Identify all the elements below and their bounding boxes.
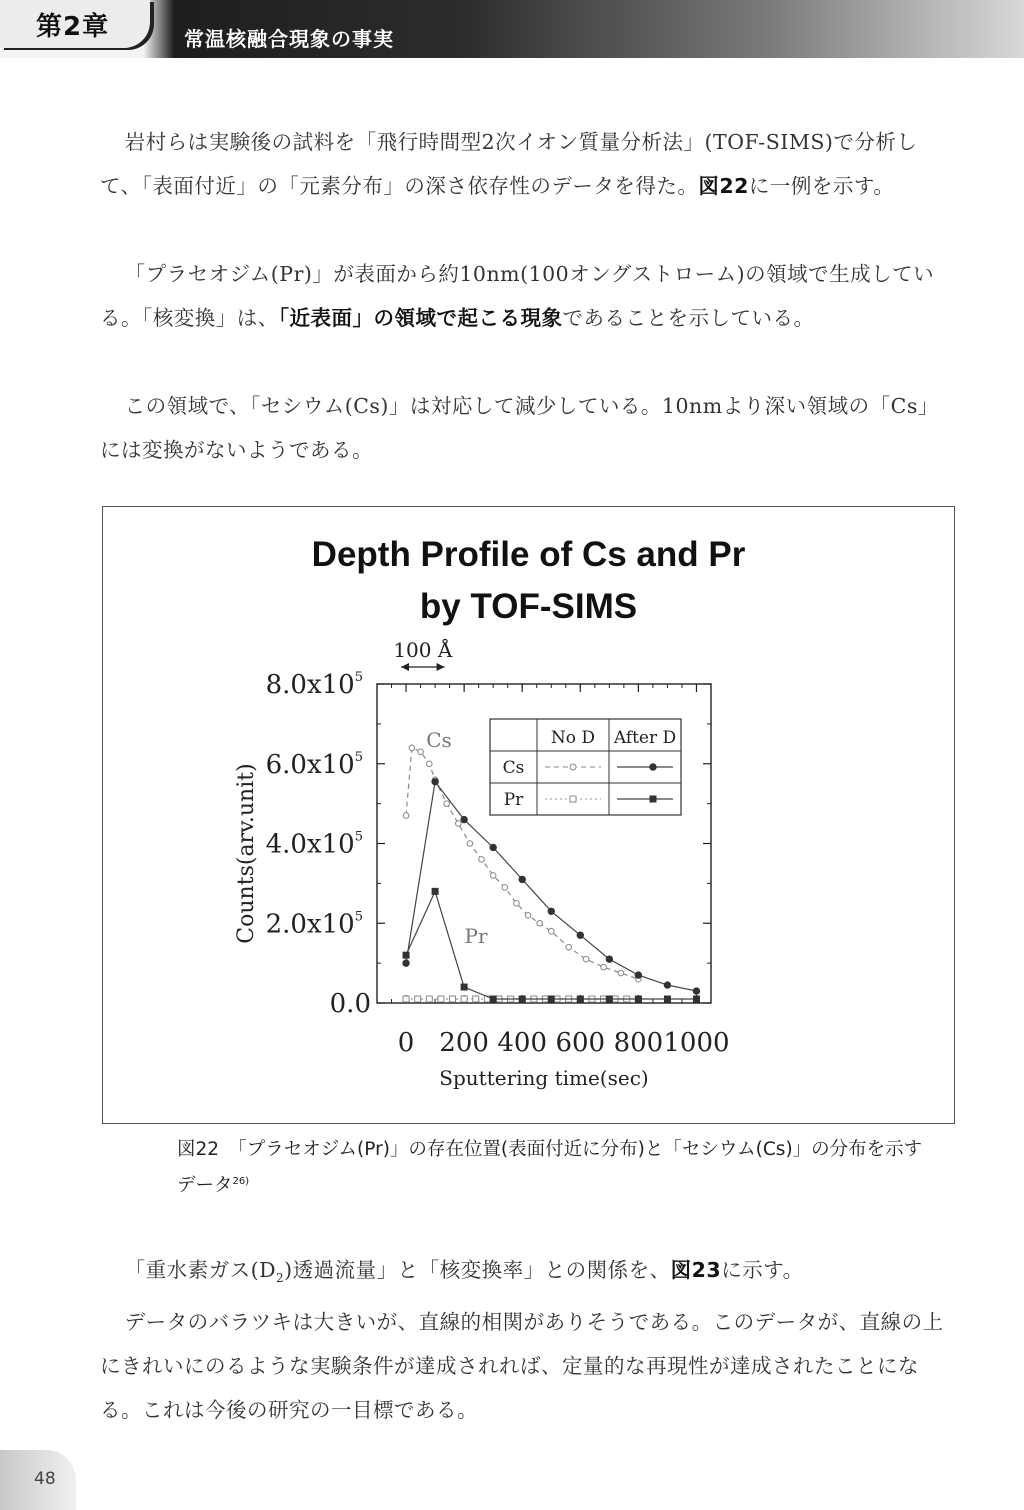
legend-marker-cs-after-d	[650, 764, 656, 770]
data-point-pr-no-d	[461, 996, 467, 1002]
x-tick-label: 800	[613, 1028, 664, 1058]
data-point-cs-after-d	[548, 908, 554, 914]
data-point-pr-after-d	[519, 996, 525, 1002]
data-point-cs-no-d	[479, 857, 485, 863]
data-point-cs-no-d	[525, 912, 531, 918]
caption-text: 図22 「プラセオジム(Pr)」の存在位置(表面付近に分布)と「セシウム(Cs)」の分布を示すデータ	[177, 1139, 923, 1197]
data-point-pr-no-d	[450, 996, 456, 1002]
data-point-pr-after-d	[577, 996, 583, 1002]
y-tick-label: $4.0x10^5$	[265, 829, 363, 860]
data-point-cs-no-d	[426, 761, 432, 767]
paragraph-2	[100, 252, 956, 340]
data-point-pr-after-d	[664, 996, 670, 1002]
data-point-cs-after-d	[490, 844, 496, 850]
paragraph-4-text-c: に示す。	[721, 1258, 804, 1282]
y-tick-label: $6.0x10^5$	[265, 749, 363, 780]
y-tick-exponent: 5	[354, 829, 363, 845]
data-point-cs-no-d	[548, 928, 554, 934]
data-point-cs-after-d	[664, 982, 670, 988]
chapter-title: 常温核融合現象の事実	[184, 27, 394, 51]
legend-header-no-d: No D	[550, 728, 596, 748]
y-tick-exponent: 5	[354, 749, 363, 765]
legend-header-after-d: After D	[613, 728, 677, 748]
data-point-pr-no-d	[403, 996, 409, 1002]
legend-marker-cs-no-d	[570, 764, 576, 770]
paragraph-2-bold: 「近表面」の領域で起こる現象	[278, 306, 563, 330]
x-tick-label: 1000	[663, 1028, 730, 1058]
data-point-cs-no-d	[583, 956, 589, 962]
data-point-pr-after-d	[490, 996, 496, 1002]
data-point-cs-after-d	[403, 960, 409, 966]
legend-marker-pr-no-d	[570, 796, 576, 802]
figure-caption	[177, 1134, 937, 1202]
legend-row-cs: Cs	[502, 758, 525, 778]
y-tick-label: $2.0x10^5$	[265, 909, 363, 940]
depth-profile-chart	[103, 507, 954, 1123]
figure-ref-22: 図22	[698, 174, 749, 198]
paragraph-1-tail: に一例を示す。	[748, 174, 895, 198]
paragraph-1	[100, 120, 956, 208]
y-tick-exponent: 5	[354, 670, 363, 685]
x-tick-label: 200	[439, 1028, 489, 1058]
y-tick-label: 0.0	[329, 989, 371, 1019]
chapter-label: 第2章	[36, 12, 110, 42]
y-tick-label: $8.0x10^5$	[265, 670, 363, 700]
paragraph-4-text-a: 「重水素ガス(D	[124, 1258, 277, 1282]
data-point-cs-no-d	[444, 801, 450, 807]
caption-reference: 26)	[232, 1176, 250, 1187]
data-point-cs-after-d	[432, 778, 438, 784]
data-point-cs-after-d	[606, 956, 612, 962]
data-point-pr-after-d	[548, 996, 554, 1002]
data-point-cs-no-d	[418, 749, 424, 755]
paragraph-4-text-b: )透過流量」と「核変換率」との関係を、	[284, 1258, 671, 1282]
header-band	[0, 0, 1024, 58]
data-point-cs-after-d	[693, 988, 699, 994]
paragraph-2-text-b: であることを示している。	[562, 306, 815, 330]
data-point-cs-no-d	[502, 885, 508, 891]
x-axis-label: Sputtering time(sec)	[439, 1066, 649, 1090]
paragraph-2-text-a: 「プラセオジム(Pr)」が表面から約10nm(100オングストローム)の領域で生成している。「核変換」は、	[100, 262, 935, 330]
paragraph-3-text: この領域で、「セシウム(Cs)」は対応して減少している。10nmより深い領域の「Cs」には変換がないようである。	[100, 394, 939, 462]
page-number: 48	[34, 1469, 56, 1489]
data-point-cs-no-d	[409, 745, 415, 751]
figure-ref-23: 図23	[670, 1258, 722, 1282]
y-tick-exponent: 5	[354, 909, 363, 925]
scale-arrow-head-left	[401, 663, 409, 671]
x-tick-label: 0	[397, 1028, 415, 1058]
data-point-cs-no-d	[537, 920, 543, 926]
data-point-pr-after-d	[461, 984, 467, 990]
data-point-cs-after-d	[519, 876, 525, 882]
x-tick-label: 600	[555, 1028, 606, 1058]
paragraph-5-text: データのバラツキは大きいが、直線的相関がありそうである。このデータが、直線の上にきれいにのるような実験条件が達成されれば、定量的な再現性が達成されたことになる。これは今後の研究の一目標である。	[100, 1310, 944, 1423]
data-point-pr-after-d	[635, 996, 641, 1002]
data-point-pr-no-d	[473, 996, 479, 1002]
data-point-pr-after-d	[606, 996, 612, 1002]
data-point-cs-no-d	[618, 970, 624, 976]
data-point-cs-no-d	[490, 873, 496, 879]
scale-annotation-label: 100 Å	[393, 638, 453, 662]
data-point-pr-after-d	[403, 952, 409, 958]
data-point-cs-no-d	[566, 944, 572, 950]
data-point-cs-after-d	[461, 816, 467, 822]
x-tick-label: 400	[497, 1028, 548, 1058]
figure-22	[102, 506, 955, 1124]
data-point-pr-no-d	[438, 996, 444, 1002]
data-point-pr-after-d	[693, 996, 699, 1002]
data-point-cs-after-d	[635, 972, 641, 978]
data-point-cs-no-d	[456, 821, 462, 827]
data-point-pr-no-d	[415, 996, 421, 1002]
paragraph-3	[100, 384, 956, 472]
legend-marker-pr-after-d	[650, 796, 656, 802]
data-point-cs-after-d	[577, 932, 583, 938]
series-line-pr-after-d	[406, 891, 697, 999]
legend-row-pr: Pr	[503, 790, 524, 810]
paragraph-1-text: 岩村らは実験後の試料を「飛行時間型2次イオン質量分析法」(TOF-SIMS)で分析して、「表面付近」の「元素分布」の深さ依存性のデータを得た。	[100, 130, 918, 198]
data-point-pr-no-d	[426, 996, 432, 1002]
data-point-cs-no-d	[467, 841, 473, 847]
data-point-pr-after-d	[432, 888, 438, 894]
chapter-header	[0, 0, 1024, 58]
paragraph-4	[100, 1248, 956, 1432]
chart-title-line-1: Depth Profile of Cs and Pr	[311, 535, 746, 574]
data-point-cs-no-d	[601, 964, 607, 970]
y-axis-label: Counts(arv.unit)	[234, 763, 259, 944]
chart-title-line-2: by TOF-SIMS	[419, 587, 638, 626]
series-label-pr: Pr	[464, 924, 488, 948]
paragraph-4-subscript: 2	[276, 1271, 285, 1286]
scale-arrow-head-right	[437, 663, 445, 671]
data-point-cs-no-d	[403, 813, 409, 819]
series-label-cs: Cs	[426, 728, 452, 752]
data-point-cs-no-d	[514, 901, 520, 907]
